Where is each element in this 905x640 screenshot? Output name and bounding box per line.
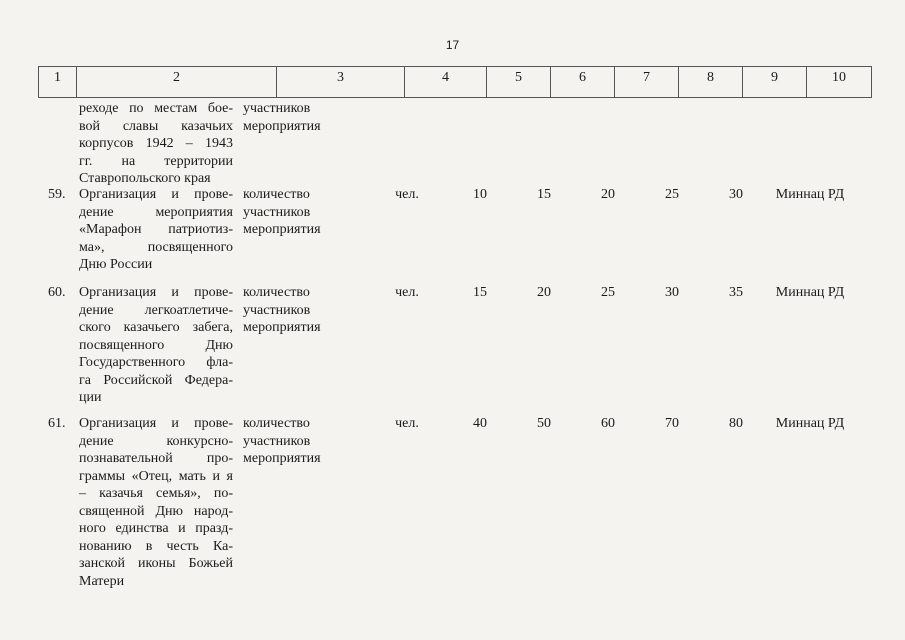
row-value-5: 15	[473, 285, 487, 300]
row-number: 61.	[48, 416, 66, 431]
row-number: 60.	[48, 285, 66, 300]
page-number: 17	[445, 38, 460, 52]
continuation-description: реходе по местам бое- вой славы казачьих корпусов 1942 – 1943 гг. на территории Ставропольского края	[79, 101, 233, 186]
row-value-7: 60	[601, 416, 615, 431]
row-value-6: 20	[537, 285, 551, 300]
column-header-4: 4	[404, 67, 486, 97]
column-header-8: 8	[678, 67, 742, 97]
row-value-5: 10	[473, 187, 487, 202]
row-description: Организация и прове- дение мероприятия «Марафон патриотиз- ма», посвященного Дню России	[79, 187, 233, 272]
row-description: Организация и прове- дение конкурсно- познавательной про- граммы «Отец, мать и я – казачья семья», по- священной Дню народ- ного единства и празд- нованию в честь Ка- занской иконы Божьей Матери	[79, 416, 233, 589]
row-responsible: Миннац РД	[775, 285, 845, 300]
row-indicator: количество участников мероприятия	[243, 416, 321, 466]
row-description: Организация и прове- дение легкоатлетиче- ского казачьего забега, посвященного Дню Государственного фла- га Российской Федера- ции	[79, 285, 233, 405]
column-header-1: 1	[38, 67, 76, 97]
row-unit: чел.	[395, 187, 419, 202]
row-number: 59.	[48, 187, 66, 202]
row-unit: чел.	[395, 416, 419, 431]
column-header-2: 2	[76, 67, 276, 97]
row-responsible: Миннац РД	[775, 416, 845, 431]
column-header-9: 9	[742, 67, 806, 97]
continuation-indicator: участников мероприятия	[243, 101, 321, 134]
row-value-9: 35	[729, 285, 743, 300]
column-header-6: 6	[550, 67, 614, 97]
row-value-6: 15	[537, 187, 551, 202]
row-value-5: 40	[473, 416, 487, 431]
column-header-7: 7	[614, 67, 678, 97]
row-value-8: 70	[665, 416, 679, 431]
row-unit: чел.	[395, 285, 419, 300]
column-header-5: 5	[486, 67, 550, 97]
row-indicator: количество участников мероприятия	[243, 187, 321, 237]
row-value-6: 50	[537, 416, 551, 431]
row-value-8: 25	[665, 187, 679, 202]
row-value-9: 30	[729, 187, 743, 202]
row-responsible: Миннац РД	[775, 187, 845, 202]
table-header	[38, 66, 872, 98]
row-value-9: 80	[729, 416, 743, 431]
row-value-7: 20	[601, 187, 615, 202]
row-value-7: 25	[601, 285, 615, 300]
row-indicator: количество участников мероприятия	[243, 285, 321, 335]
column-header-10: 10	[806, 67, 872, 97]
column-header-3: 3	[276, 67, 404, 97]
row-value-8: 30	[665, 285, 679, 300]
